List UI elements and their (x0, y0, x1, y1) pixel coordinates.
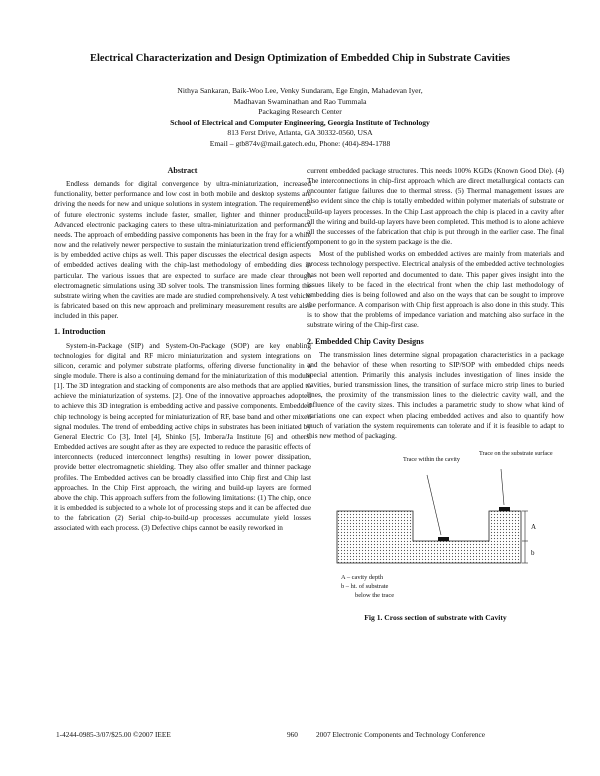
right-column (307, 166, 564, 625)
introduction-heading: 1. Introduction (54, 327, 106, 337)
abstract-heading: Abstract (167, 166, 198, 175)
cavity-cross-section-diagram (307, 447, 564, 613)
label-trace-on-surface: Trace on the substrate surface (479, 450, 553, 458)
introduction-text: System-in-Package (SIP) and System-On-Package (SOP) are key enabling technologies for digital and RF micro miniaturization and system integrations on silicon, ceramic and polymer substrate platforms, offering diverse functionality in a single module. There is also a continuing demand for the miniaturization of this module [1]. The 3D integration and stacking of components are also methods that are applied to achieve the miniaturization of systems. [2]. One of the innovative approaches adopted to achieve this 3D integration is embedding active and passive components. Embedded chip technology is being accepted for miniaturization of RF, base band and other mixed signal modules. The trend of embedding active chips in substrates has been initiated by General Electric Co [3], Intel [4], Shinko [5], Imbera/Ja Institute [6] and others. Embedded actives are sought after as they are expected to reduce the parasitic effects of interconnects (reduced interconnect lengths) resulting in lower power dissipation, provide better electromagnetic shielding. They also offer smaller and thinner package profiles. The Embedded actives can be broadly classified into Chip first and Chip last approaches. In the Chip First approach, the wiring and build-up layers are formed above the chip. This approach suffers from the following limitations: (1) The chip, once it is embedded is subjected to a whole lot of processing steps and it can be affected due to the fabrication (2) Serial chip-to-build-up processes accumulate yield losses associated with each process. (3) Defective chips cannot be easily reworked in (54, 340, 311, 533)
section-2-heading: 2. Embedded Chip Cavity Designs (307, 336, 424, 346)
legend-b-continued: below the trace (355, 592, 395, 600)
left-column (54, 166, 311, 533)
section-2-text: The transmission lines determine signal propagation characteristics in a package and the behavior of these when resorting to SIP/SOP with embedded chips needs special attention. Primarily this analysis includes investigation of lines inside the cavities, buried transmission lines, the transition of surface micro strip lines to buried lines, the proximity of the transmission lines to the dielectric cavity wall, and the influence of the cavity sizes. This includes a parametric study to show what kind of variations one can expect when placing embedded actives and also to quantify how much of variation the system requirements can tolerate and if it is feasible to adapt to this new method of packaging. (307, 349, 564, 440)
legend-a: A – cavity depth (341, 574, 384, 582)
right-paragraph-2: Most of the published works on embedded actives are mainly from materials and process technology perspective. Electrical analysis of the embedded active technologies has not been well reported and documented to date. This paper gives insight into the issues likely to be faced in the electrical front when the chip last methodology of embedding dies is being followed and also on the ways that can be sought to improve the performance. A comparison with Chip first approach is also done in this study. This is to show that the problems of impedance variation and matching also surface in the substrate wiring of the Chip-first case. (307, 249, 564, 330)
label-trace-within-cavity: Trace within the cavity (403, 456, 460, 464)
affiliation-line-2: School of Electrical and Computer Engineering, Georgia Institute of Technology (170, 117, 430, 127)
footer-conference: 2007 Electronic Components and Technology Conference (316, 730, 485, 739)
surface-trace-leader (501, 469, 504, 505)
contact-line: Email – gtb874v@mail.gatech.edu, Phone: (404)-894-1788 (209, 138, 391, 148)
cavity-trace-leader (427, 475, 441, 535)
affiliation-line-1: Packaging Research Center (258, 107, 342, 117)
label-a: A (531, 523, 537, 532)
footer-page-number: 960 (287, 730, 298, 739)
address-line: 813 Ferst Drive, Atlanta, GA 30332-0560, USA (227, 128, 373, 138)
label-b: b (531, 549, 535, 558)
authors-line-1: Nithya Sankaran, Baik-Woo Lee, Venky Sundaram, Ege Engin, Mahadevan Iyer, (177, 86, 423, 95)
figure-1-caption: Fig 1. Cross section of substrate with Cavity (364, 613, 507, 623)
authors-line-2: Madhavan Swaminathan and Rao Tummala (233, 96, 367, 106)
abstract-text: Endless demands for digital convergence by ultra-miniaturization, increased functionality, better performance and low cost in both mobile and desktop systems are driving the needs for new and unique solutions in system integration. The requirements of future electronic systems include faster, smaller, lighter and thinner products. Advanced electronic packaging caters to these ultra-miniaturization and performance needs. The approach of embedding passive components has been in the fray for a while now and the relatively newer perspective to sustain the miniaturization trend efficiently is by embedded active chips as well. This paper discusses the electrical design aspects of embedded actives dealing with the chip-last methodology of embedding dies in particular. The various issues that are expected to surface are made clear through electromagnetic simulations using 3D solver tools. The transmission lines forming the substrate wiring when the cavities are made are studied comprehensively. A test vehicle is fabricated based on this new approach and preliminary measurement results are also included in this paper. (54, 179, 311, 321)
legend-b: b – ht. of substrate (341, 583, 389, 591)
author-block (90, 86, 510, 150)
cavity-trace (438, 537, 449, 541)
substrate-body (337, 511, 521, 563)
figure-1 (307, 447, 564, 625)
surface-trace (499, 507, 510, 511)
paper-title: Electrical Characterization and Design Optimization of Embedded Chip in Substrate Cavities (90, 53, 510, 64)
footer-copyright: 1-4244-0985-3/07/$25.00 ©2007 IEEE (56, 730, 171, 739)
right-paragraph-1: current embedded package structures. This needs 100% KGDs (Known Good Die). (4) The interconnections in chip-first approach which are direct metallurgical contacts can encounter fatigue failures due to thermal stress. (5) Thermal management issues are also evident since the chip is totally embedded within polymer materials of substrate or build-up layers processes. In the Chip Last approach the chip is placed in a cavity after all the wiring and build-up layers have been completed. This method is to alone achieve all the successes of the fabrication that chip is put through in the earlier case. The final component to go in the system package is the die. (307, 166, 564, 247)
